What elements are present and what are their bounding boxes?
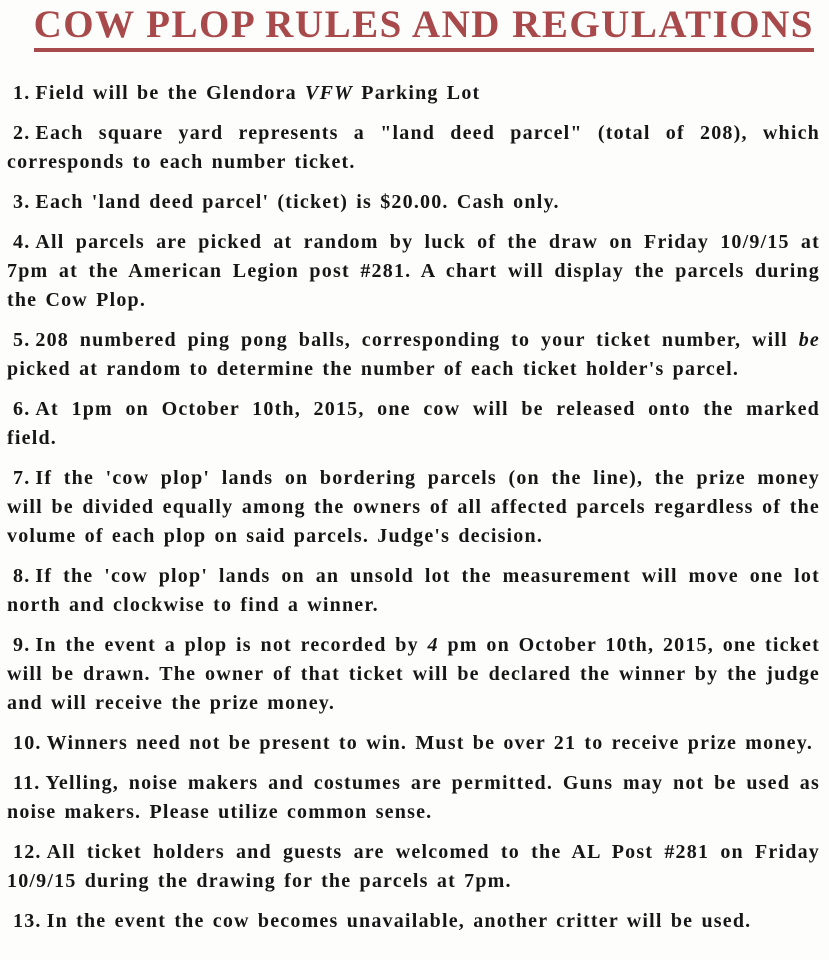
rule-item xyxy=(7,562,820,620)
rule-text: Each 'land deed parcel' (ticket) is $20.00. Cash only. xyxy=(35,191,560,213)
rule-item xyxy=(7,326,820,384)
rule-number: 6. xyxy=(13,398,31,420)
rule-number: 13. xyxy=(13,910,42,932)
rule-text: At 1pm on October 10th, 2015, one cow will be released onto the marked field. xyxy=(7,398,820,449)
page-title-text: COW PLOP RULES AND REGULATIONS xyxy=(34,5,814,52)
rule-item xyxy=(7,838,820,896)
rule-text: Field will be the Glendora xyxy=(35,82,306,104)
rule-text: 208 numbered ping pong balls, corresponding to your ticket number, will xyxy=(35,329,799,351)
rule-text: All ticket holders and guests are welcomed to the AL Post #281 on Friday 10/9/15 during the drawing for the parcels at 7pm. xyxy=(7,841,820,892)
rule-item xyxy=(7,729,820,758)
rule-number: 8. xyxy=(13,565,31,587)
rule-number: 12. xyxy=(13,841,42,863)
rule-text: In the event the cow becomes unavailable, another critter will be used. xyxy=(46,910,752,932)
rule-item xyxy=(7,631,820,718)
rule-text: If the 'cow plop' lands on bordering parcels (on the line), the prize money will be divided equally among the owners of all affected parcels regardless of the volume of each plop on said parcels. Judge's decision. xyxy=(7,467,820,547)
rule-text: Winners need not be present to win. Must be over 21 to receive prize money. xyxy=(46,732,814,754)
rule-number: 10. xyxy=(13,732,42,754)
rule-text-italic: 4 xyxy=(427,634,439,656)
rule-item xyxy=(7,228,820,315)
rule-item xyxy=(7,119,820,177)
rule-number: 11. xyxy=(13,772,41,794)
rule-text: picked at random to determine the number of each ticket holder's parcel. xyxy=(7,358,740,380)
rule-text: All parcels are picked at random by luck of the draw on Friday 10/9/15 at 7pm at the American Legion post #281. A chart will display the parcels during the Cow Plop. xyxy=(7,231,820,311)
rule-number: 3. xyxy=(13,191,31,213)
rule-item xyxy=(7,464,820,551)
rules-list xyxy=(7,79,820,936)
rule-text: Yelling, noise makers and costumes are permitted. Guns may not be used as noise makers. Please utilize common sense. xyxy=(7,772,820,823)
rule-text: Each square yard represents a "land deed parcel" (total of 208), which corresponds to each number ticket. xyxy=(7,122,820,173)
rule-item xyxy=(7,79,820,108)
rule-number: 5. xyxy=(13,329,31,351)
rule-item xyxy=(7,395,820,453)
rule-item xyxy=(7,188,820,217)
rule-text: pm on October 10th, 2015, one ticket will be drawn. The owner of that ticket will be declared the winner by the judge and will receive the prize money. xyxy=(7,634,820,714)
rule-text: In the event a plop is not recorded by xyxy=(35,634,428,656)
page-title xyxy=(7,3,820,52)
rule-text: If the 'cow plop' lands on an unsold lot the measurement will move one lot north and clockwise to find a winner. xyxy=(7,565,820,616)
rule-text-italic: be xyxy=(798,329,820,351)
rule-number: 2. xyxy=(13,122,31,144)
rule-text: Parking Lot xyxy=(353,82,481,104)
rule-number: 4. xyxy=(13,231,31,253)
rule-item xyxy=(7,907,820,936)
rule-number: 7. xyxy=(13,467,31,489)
rule-text-italic: VFW xyxy=(305,82,354,104)
rule-number: 9. xyxy=(13,634,31,656)
rule-item xyxy=(7,769,820,827)
rule-number: 1. xyxy=(13,82,31,104)
